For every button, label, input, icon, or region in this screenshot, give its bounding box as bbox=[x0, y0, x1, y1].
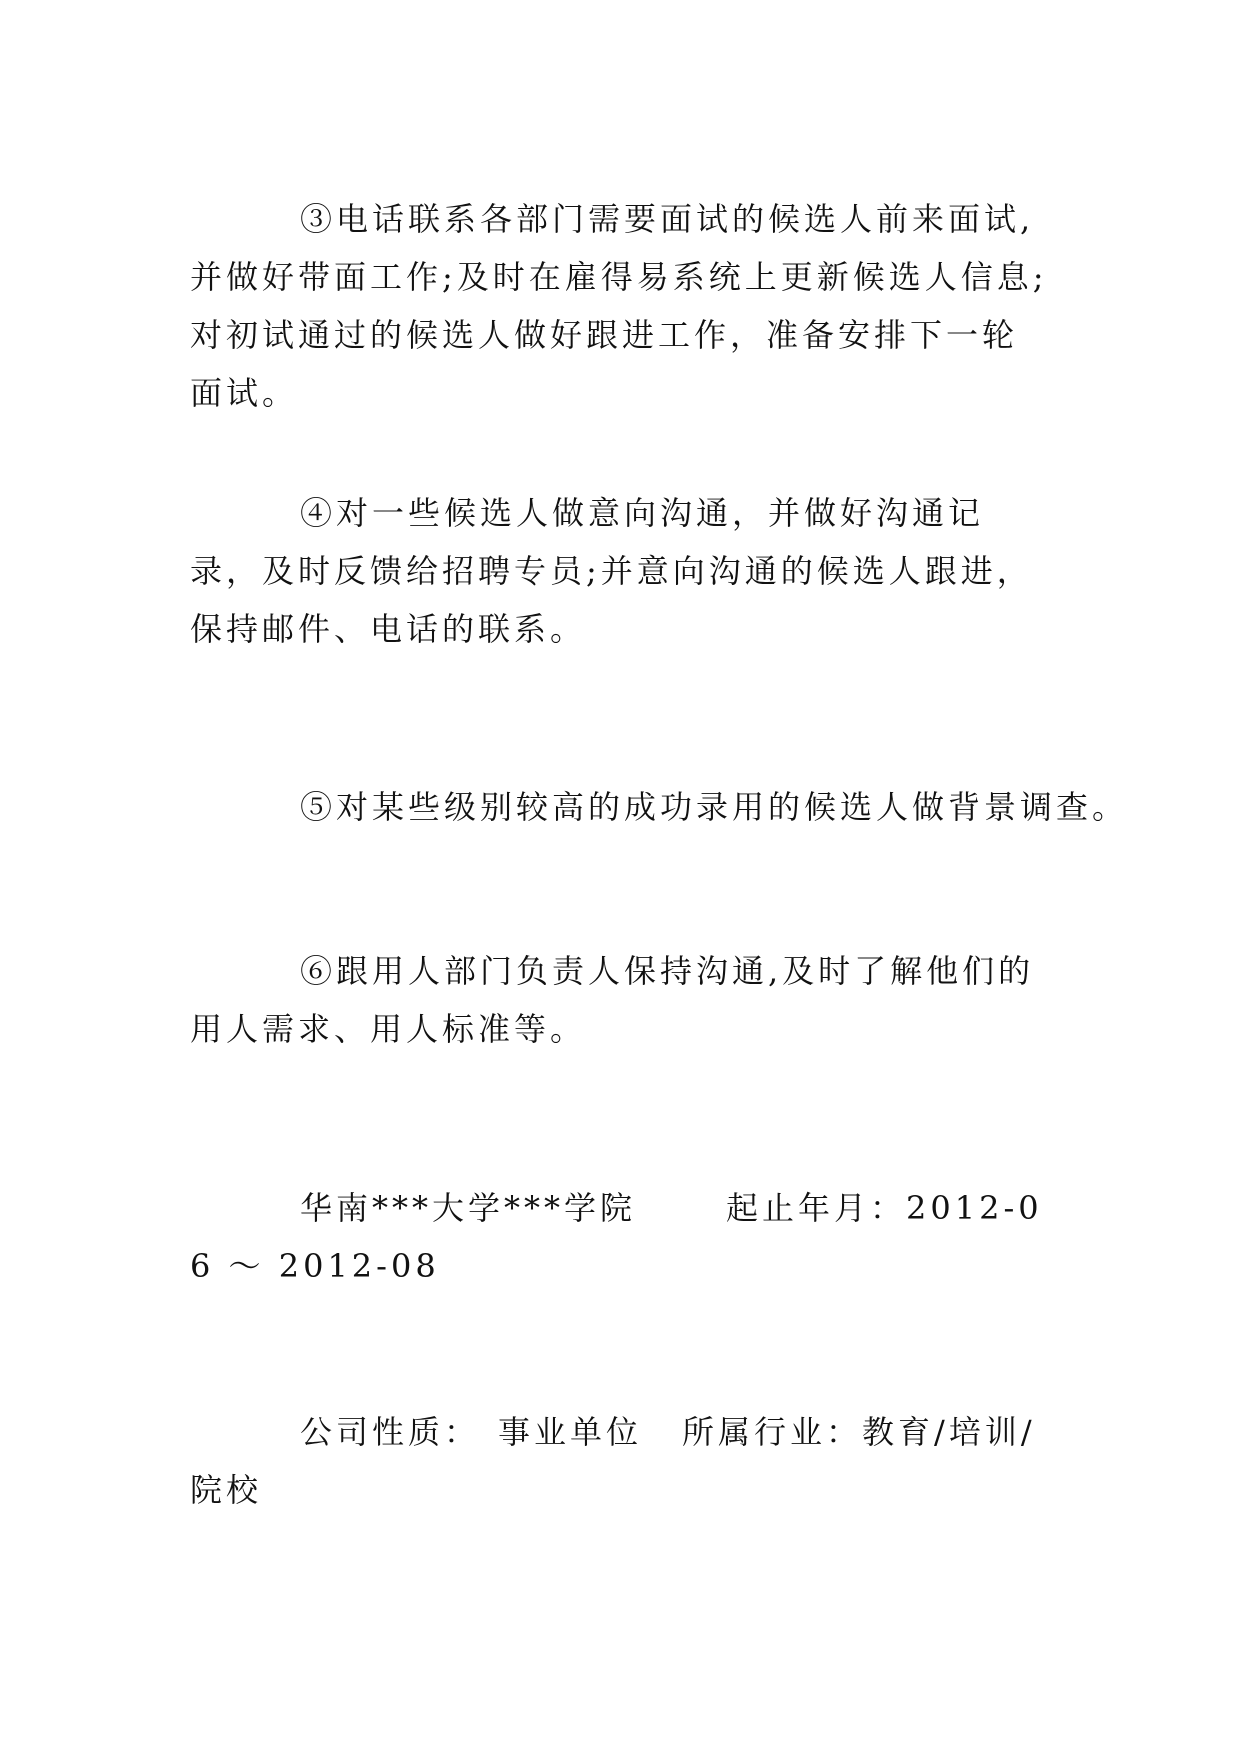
school-name: 华南***大学***学院 bbox=[300, 1189, 637, 1227]
period-label: 起止年月：2012-06 ～ bbox=[190, 1189, 1043, 1285]
period-end: 2012-08 bbox=[278, 1247, 440, 1285]
company-nature-value: 事业单位 bbox=[498, 1413, 643, 1451]
company-nature-label: 公司性质： bbox=[300, 1413, 481, 1451]
company-industry-label: 所属行业：教育/培训/院 bbox=[190, 1413, 1036, 1509]
paragraph-3: ③电话联系各部门需要面试的候选人前来面试,并做好带面工作;及时在雇得易系统上更新候选人信息;对初试通过的候选人做好跟进工作，准备安排下一轮面试。 bbox=[190, 200, 1048, 412]
employment-line bbox=[190, 1179, 1050, 1295]
company-line bbox=[190, 1403, 1050, 1519]
paragraph-5: ⑤对某些级别较高的成功录用的候选人做背景调查。 bbox=[300, 788, 1129, 826]
company-industry-wrap: 校 bbox=[226, 1471, 263, 1509]
paragraph-6: ⑥跟用人部门负责人保持沟通,及时了解他们的用人需求、用人标准等。 bbox=[190, 952, 1035, 1048]
paragraph-4: ④对一些候选人做意向沟通，并做好沟通记录，及时反馈给招聘专员;并意向沟通的候选人跟进，保持邮件、电话的联系。 bbox=[190, 494, 1033, 648]
